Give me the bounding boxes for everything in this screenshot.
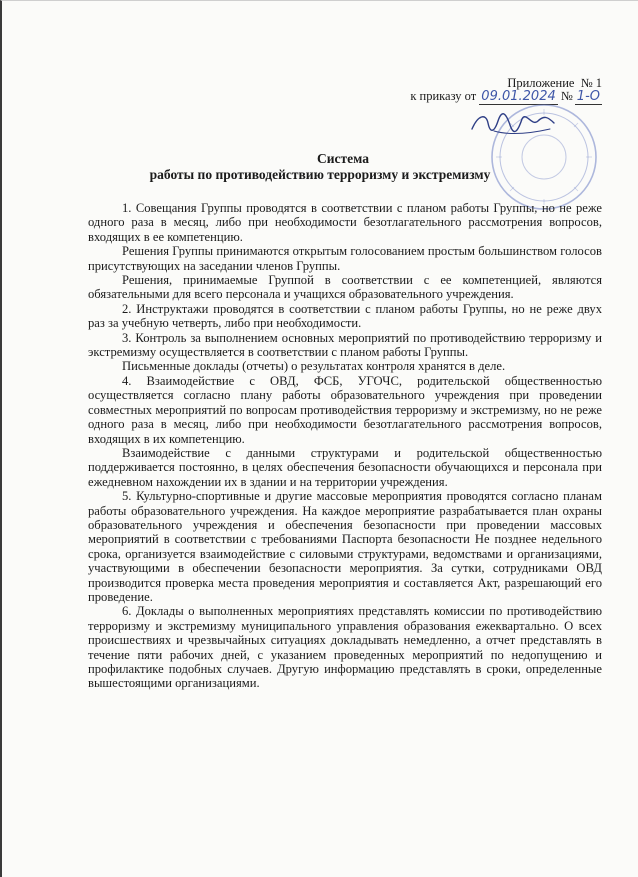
paragraph: 2. Инструктажи проводятся в соответствии с планом работы Группы, но не реже двух раз за учебную четверть, либо при необходимости. — [88, 301, 602, 331]
order-number-handwritten: 1-О — [576, 89, 600, 104]
paragraph: Решения Группы принимаются открытым голосованием простым большинством голосов присутствующих на заседании членов Группы. — [88, 244, 602, 273]
paragraph: 6. Доклады о выполненных мероприятиях представлять комиссии по противодействию терроризму и экстремизму муниципального управления образования ежеквартально. О всех происшествиях и чрезвычайных ситуациях докладывать немедленно, а отчет представлять в течение пяти рабочих дней, с указанием проведенных мероприятий по недопущению и профилактике подобных случаев. Другую информацию представлять в сроки, определенные вышестоящими организациями. — [88, 604, 602, 691]
appendix-header — [410, 77, 602, 103]
paragraph: Взаимодействие с данными структурами и родительской общественностью поддерживается постоянно, в целях обеспечения безопасности обучающихся и персонала при ежедневном нахождении их в здании и на территории учреждения. — [88, 445, 602, 489]
document-title — [2, 151, 638, 183]
appendix-label: Приложение — [507, 76, 575, 90]
signature-icon — [468, 109, 558, 139]
paragraph: 1. Совещания Группы проводятся в соответствии с планом работы Группы, но не реже одного раза в месяц, либо при необходимости безотлагательного рассмотрения вопросов, входящих в ее компетенцию. — [88, 201, 602, 244]
paragraph: 4. Взаимодействие с ОВД, ФСБ, УГОЧС, родительской общественностью осуществляется согласно плану работы образовательного учреждения при проведении совместных мероприятий по вопросам противодействия терроризму и экстремизму, но не реже одного раза в месяц, либо при необходимости безотлагательного рассмотрения вопросов, входящих в их компетенцию. — [88, 373, 602, 446]
title-line-2: работы по противодействию терроризму и экстремизму — [149, 167, 491, 182]
paragraph: 5. Культурно-спортивные и другие массовые мероприятия проводятся согласно планам работы образовательного учреждения. На каждое мероприятие разрабатывается план охраны образовательного учреждения и обеспечения безопасности при проведении массовых мероприятий в соответствии с требованиями Паспорта безопасности Не позднее недельного срока, организуется взаимодействие с силовыми структурами, ведомствами и организациями, участвующими в обеспечении безопасности мероприятия. За сутки, сотрудниками ОВД производится проверка места проведения мероприятия и составляется Акт, разрешающий его проведение. — [88, 489, 602, 604]
order-date-handwritten: 09.01.2024 — [481, 89, 556, 104]
paragraph: Решения, принимаемые Группой в соответствии с ее компетенцией, являются обязательными для всего персонала и учащихся образовательного учреждения. — [88, 273, 602, 302]
paragraph: Письменные доклады (отчеты) о результатах контроля хранятся в деле. — [122, 359, 506, 374]
order-number-label: № — [560, 89, 573, 103]
document-body — [88, 201, 602, 691]
appendix-number: № 1 — [580, 76, 602, 90]
paragraph: 3. Контроль за выполнением основных мероприятий по противодействию терроризму и экстремизму осуществляется в соответствии с планом работы Группы. — [88, 330, 602, 360]
title-line-1: Система — [317, 151, 369, 166]
order-prefix: к приказу от — [410, 89, 477, 103]
